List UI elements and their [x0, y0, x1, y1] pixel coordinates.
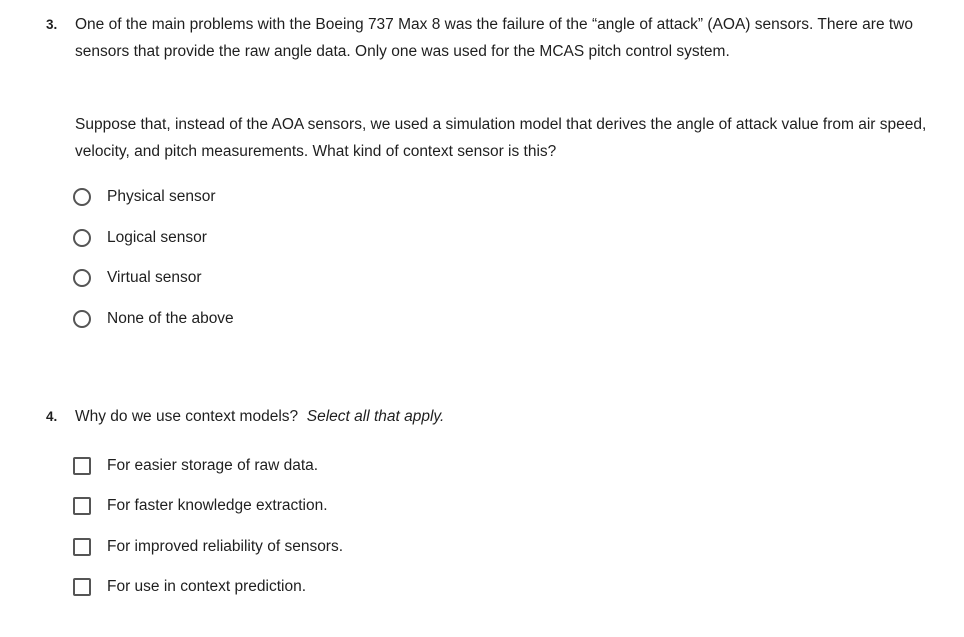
- option-label: Virtual sensor: [107, 269, 202, 286]
- option-label: For easier storage of raw data.: [107, 457, 319, 474]
- question-4-number: 4.: [46, 409, 58, 424]
- question-4-prompt: [75, 403, 935, 430]
- option-label: For improved reliability of sensors.: [107, 538, 344, 555]
- q3-option-physical-sensor[interactable]: [73, 186, 216, 208]
- q4-option-improved-reliability[interactable]: [73, 536, 343, 558]
- question-4-text: Why do we use context models?: [75, 408, 299, 425]
- radio-button[interactable]: [73, 269, 91, 287]
- option-label: Physical sensor: [107, 188, 216, 205]
- q3-option-none-of-the-above[interactable]: [73, 308, 234, 330]
- q3-option-virtual-sensor[interactable]: [73, 267, 201, 289]
- q4-option-context-prediction[interactable]: [73, 576, 306, 598]
- q4-option-faster-extraction[interactable]: [73, 495, 328, 517]
- checkbox[interactable]: [73, 497, 91, 515]
- q4-option-easier-storage[interactable]: [73, 455, 318, 477]
- option-label: Logical sensor: [107, 229, 207, 246]
- option-label: For faster knowledge extraction.: [107, 497, 328, 514]
- checkbox[interactable]: [73, 538, 91, 556]
- radio-button[interactable]: [73, 188, 91, 206]
- radio-button[interactable]: [73, 310, 91, 328]
- radio-button[interactable]: [73, 229, 91, 247]
- question-3-paragraph-1: One of the main problems with the Boeing 737 Max 8 was the failure of the “angle of attack” (AOA) sensors. There are two sensors that provide the raw angle data. Only one was used for the MCAS pitch control system.: [75, 16, 913, 60]
- question-3-paragraph-2: Suppose that, instead of the AOA sensors, we used a simulation model that derives the angle of attack value from air speed, velocity, and pitch measurements. What kind of context sensor is this?: [75, 116, 927, 160]
- option-label: For use in context prediction.: [107, 578, 307, 595]
- checkbox[interactable]: [73, 578, 91, 596]
- question-4-instruction: Select all that apply.: [306, 408, 445, 425]
- question-3-number: 3.: [46, 17, 58, 32]
- q3-option-logical-sensor[interactable]: [73, 227, 207, 249]
- option-label: None of the above: [107, 310, 234, 327]
- checkbox[interactable]: [73, 457, 91, 475]
